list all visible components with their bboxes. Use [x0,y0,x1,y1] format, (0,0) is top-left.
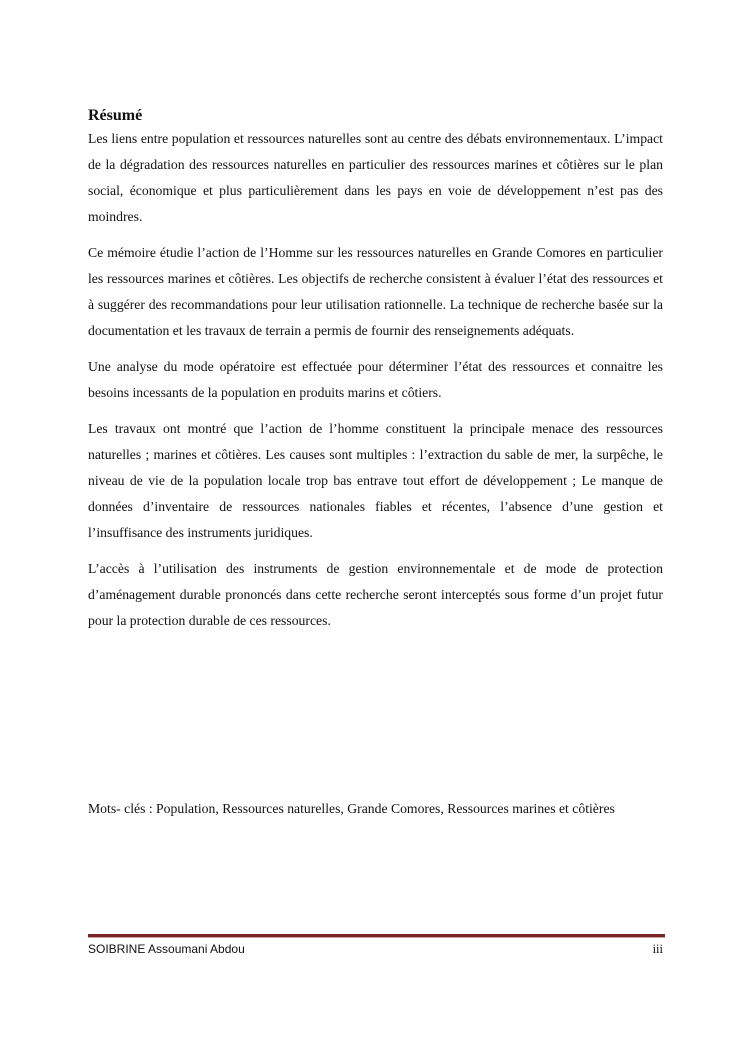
abstract-paragraph-5: L’accès à l’utilisation des instruments de gestion environnementale et de mode de protection d’aménagement durable prononcés dans cette recherche seront interceptés sous forme d’un projet futur pour la protection durable de ces ressources. [88,561,663,628]
abstract-body [88,126,663,644]
page-title: Résumé [88,107,143,124]
abstract-paragraph-1: Les liens entre population et ressources naturelles sont au centre des débats environnementaux. L’impact de la dégradation des ressources naturelles en particulier des ressources marines et côtières sur le plan social, économique et plus particulièrement dans les pays en voie de développement n’est pas des moindres. [88,131,663,224]
abstract-paragraph-2: Ce mémoire étudie l’action de l’Homme sur les ressources naturelles en Grande Comores en particulier les ressources marines et côtières. Les objectifs de recherche consistent à évaluer l’état des ressources et à suggérer des recommandations pour leur utilisation rationnelle. La technique de recherche basée sur la documentation et les travaux de terrain a permis de fournir des renseignements adéquats. [88,245,663,338]
document-page [88,0,663,1053]
footer-rule [88,934,665,938]
footer-page-number: iii [652,942,663,956]
footer-author: SOIBRINE Assoumani Abdou [88,942,245,956]
keywords: Mots- clés : Population, Ressources naturelles, Grande Comores, Ressources marines et côtières [88,801,615,816]
abstract-paragraph-3: Une analyse du mode opératoire est effectuée pour déterminer l’état des ressources et connaitre les besoins incessants de la population en produits marins et côtiers. [88,359,663,400]
abstract-paragraph-4: Les travaux ont montré que l’action de l’homme constituent la principale menace des ressources naturelles ; marines et côtières. Les causes sont multiples : l’extraction du sable de mer, la surpêche, le niveau de vie de la population locale trop bas entrave tout effort de développement ; Le manque de données d’inventaire de ressources nationales fiables et récentes, l’absence d’une gestion et l’insuffisance des instruments juridiques. [88,421,663,540]
